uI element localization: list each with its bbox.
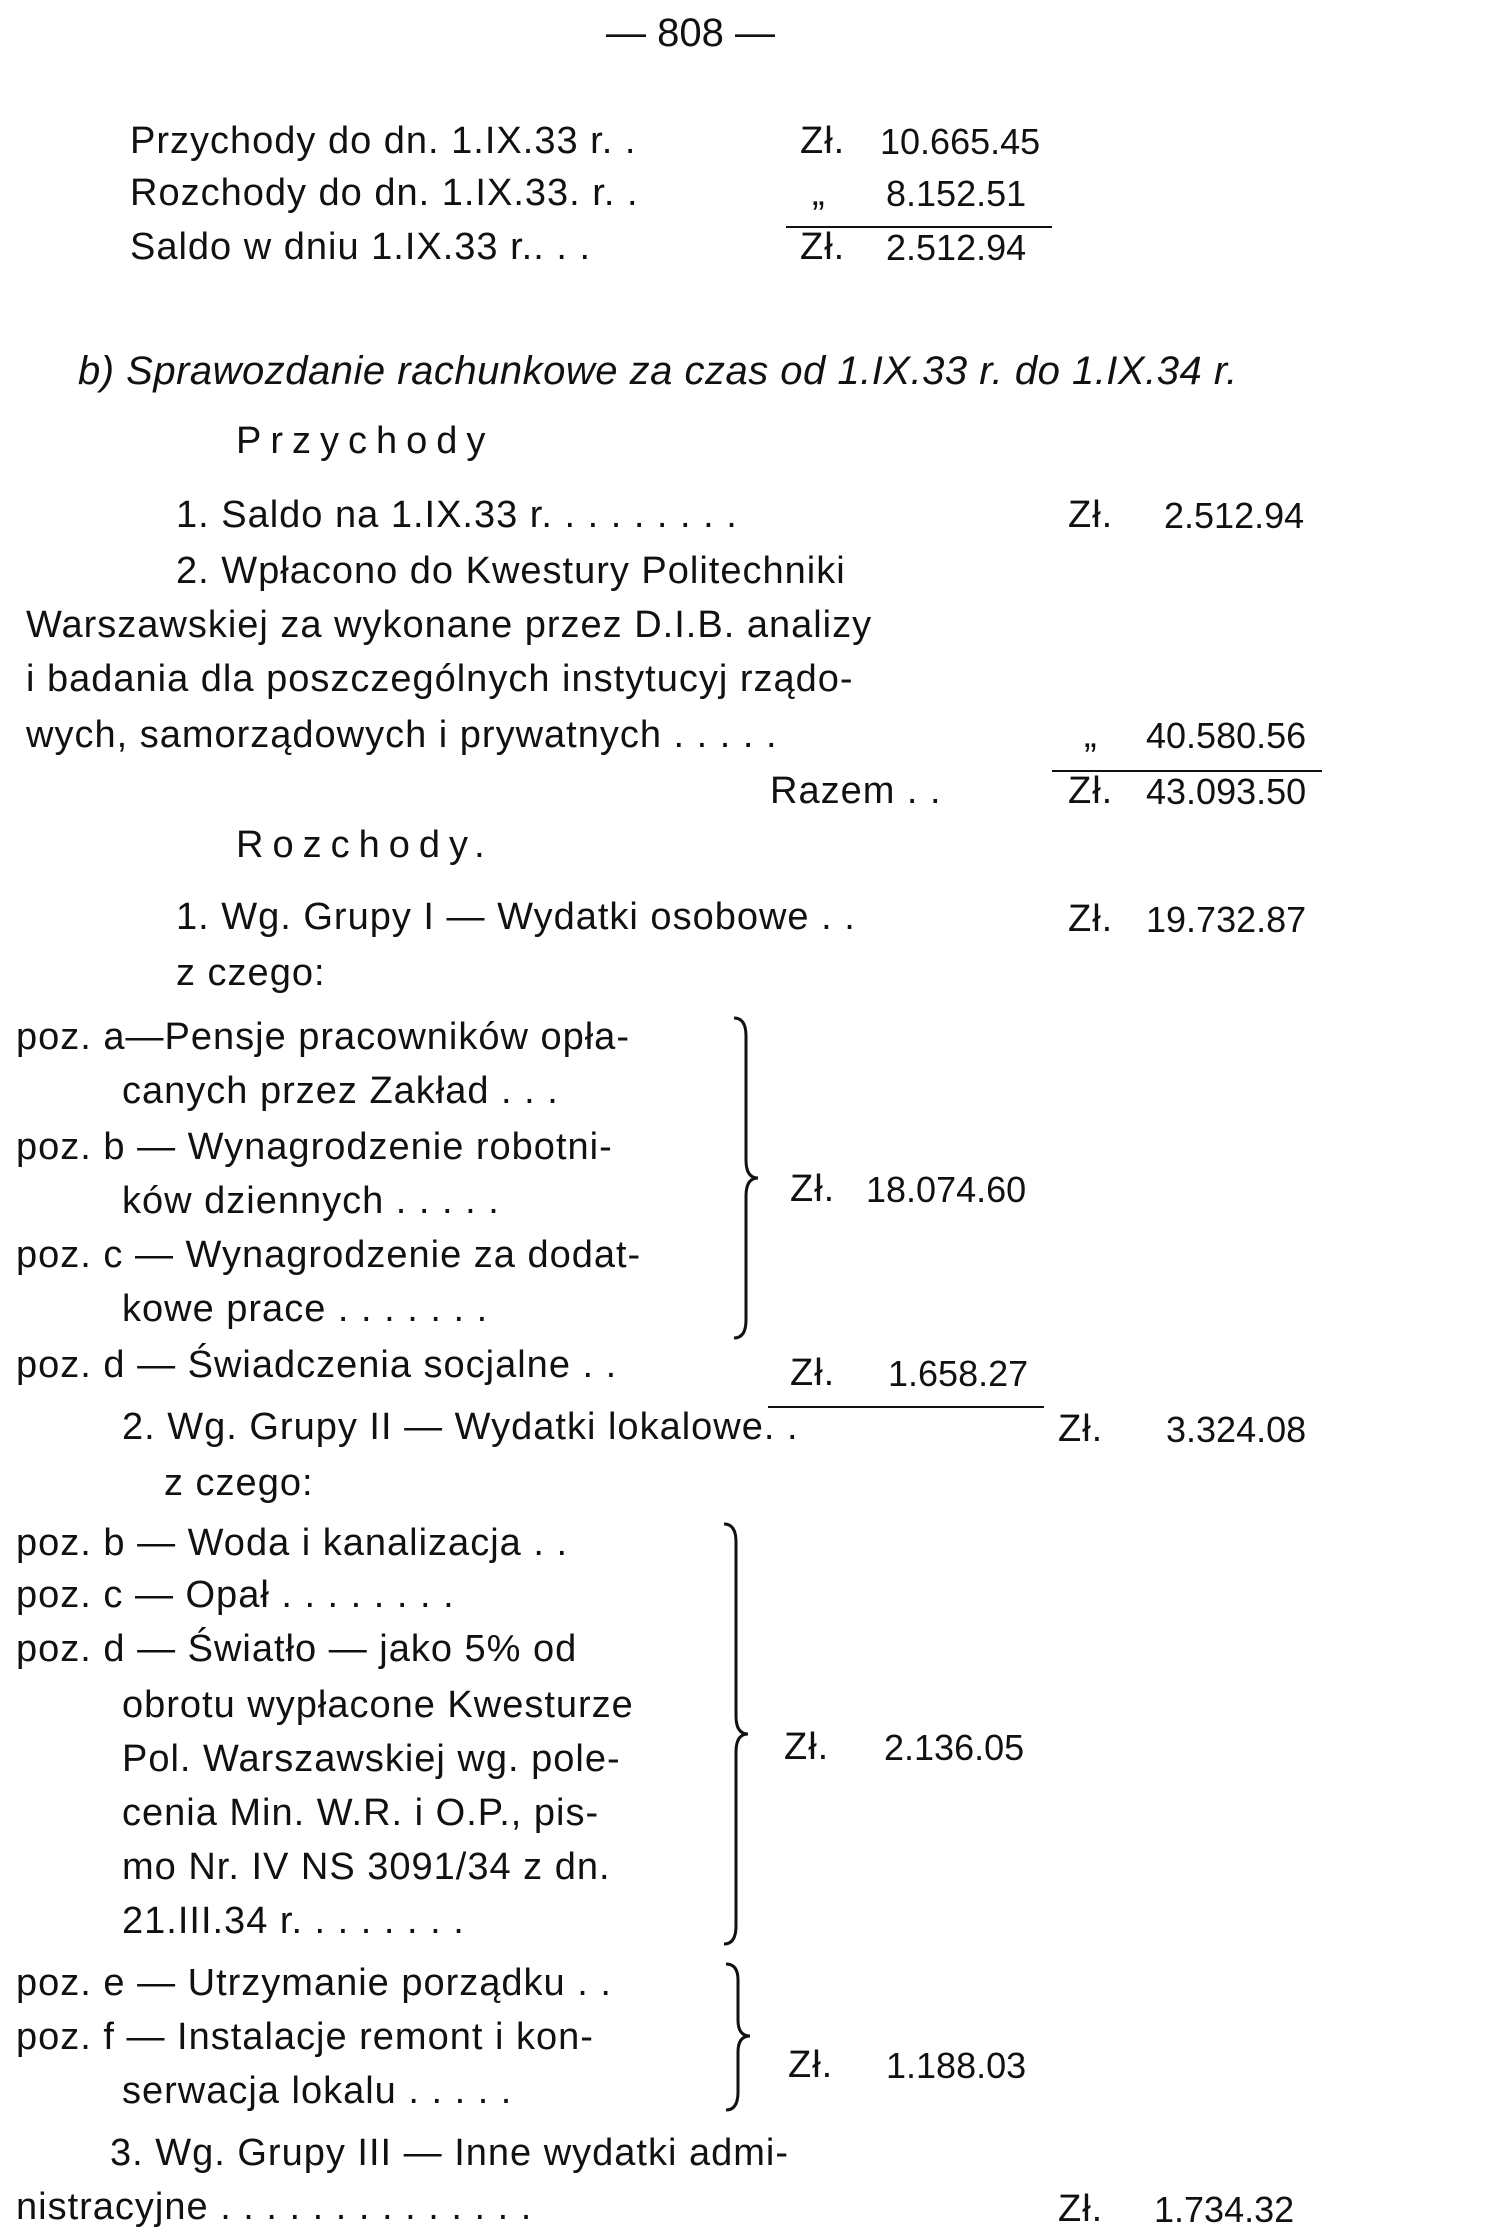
- przychody-line: 1. Saldo na 1.IX.33 r. . . . . . . . .: [176, 494, 738, 536]
- right-brace: [722, 1522, 752, 1946]
- group2-bracket-line: mo Nr. IV NS 3091/34 z dn.: [122, 1846, 611, 1888]
- przychody-line: wych, samorządowych i prywatnych . . . . .: [26, 714, 778, 756]
- intro-row-currency: Zł.: [800, 120, 846, 162]
- group2-bracket2-currency: Zł.: [788, 2044, 834, 2086]
- group2-bracket1-currency: Zł.: [784, 1726, 830, 1768]
- intro-row-currency: „: [812, 172, 826, 214]
- intro-row-amount: 2.512.94: [886, 227, 1027, 268]
- razem-currency: Zł.: [1068, 770, 1114, 812]
- group2-line: 2. Wg. Grupy II — Wydatki lokalowe. .: [122, 1406, 799, 1448]
- group2-bracket-line: obrotu wypłacone Kwesturze: [122, 1684, 634, 1726]
- group2-bracket-line: poz. b — Woda i kanalizacja . .: [16, 1522, 568, 1564]
- group1-bracket-line: kowe prace . . . . . . .: [122, 1288, 489, 1330]
- group2-amount: 3.324.08: [1166, 1409, 1307, 1450]
- razem-label: Razem . .: [770, 770, 942, 812]
- group2-bracket-line: poz. d — Światło — jako 5% od: [16, 1628, 578, 1670]
- group3-amount: 1.734.32: [1154, 2189, 1295, 2230]
- przychody-line: 2. Wpłacono do Kwestury Politechniki: [176, 550, 846, 592]
- group1-bracket-line: canych przez Zakład . . .: [122, 1070, 559, 1112]
- przychody-amount: 2.512.94: [1164, 495, 1305, 536]
- group1-bracket-line: poz. c — Wynagrodzenie za dodat-: [16, 1234, 642, 1276]
- przychody-line: i badania dla poszczególnych instytucyj rządo-: [26, 658, 854, 700]
- group2-bracket1-amount: 2.136.05: [884, 1727, 1025, 1768]
- group1-bracket-currency: Zł.: [790, 1168, 836, 1210]
- group3-line: 3. Wg. Grupy III — Inne wydatki admi-: [110, 2132, 789, 2174]
- right-brace: [724, 1962, 754, 2112]
- group3-currency: Zł.: [1058, 2188, 1104, 2230]
- group1-d-amount: 1.658.27: [888, 1353, 1029, 1394]
- group1-bracket-line: ków dziennych . . . . .: [122, 1180, 500, 1222]
- right-brace: [732, 1016, 762, 1340]
- group3-line: nistracyjne . . . . . . . . . . . . . .: [16, 2186, 533, 2228]
- intro-row-label: Saldo w dniu 1.IX.33 r.. . .: [130, 226, 592, 268]
- intro-row-amount: 10.665.45: [880, 121, 1041, 162]
- intro-row-currency: Zł.: [800, 226, 846, 268]
- intro-row-amount: 8.152.51: [886, 173, 1027, 214]
- group2-bracket-line: poz. c — Opał . . . . . . . .: [16, 1574, 455, 1616]
- z-czego-label: z czego:: [176, 952, 326, 994]
- group1-d-currency: Zł.: [790, 1352, 836, 1394]
- group1-line: 1. Wg. Grupy I — Wydatki osobowe . .: [176, 896, 856, 938]
- group1-amount: 19.732.87: [1146, 899, 1307, 940]
- przychody-title: Przychody: [236, 420, 495, 462]
- group1-bracket-line: poz. a—Pensje pracowników opła-: [16, 1016, 630, 1058]
- przychody-currency: „: [1084, 714, 1098, 756]
- sum-rule: [768, 1406, 1044, 1408]
- section-heading: b) Sprawozdanie rachunkowe za czas od 1.IX.33 r. do 1.IX.34 r.: [78, 349, 1238, 393]
- page-number: — 808 —: [606, 11, 775, 55]
- group1-bracket-amount: 18.074.60: [866, 1169, 1027, 1210]
- przychody-currency: Zł.: [1068, 494, 1114, 536]
- group2-bracket-line: 21.III.34 r. . . . . . . .: [122, 1900, 465, 1942]
- group1-d-line: poz. d — Świadczenia socjalne . .: [16, 1344, 618, 1386]
- group2-bracket-line: cenia Min. W.R. i O.P., pis-: [122, 1792, 600, 1834]
- group2-bracket-line: serwacja lokalu . . . . .: [122, 2070, 513, 2112]
- przychody-line: Warszawskiej za wykonane przez D.I.B. analizy: [26, 604, 873, 646]
- rozchody-title: Rozchody.: [236, 824, 494, 866]
- group2-bracket2-amount: 1.188.03: [886, 2045, 1027, 2086]
- group2-bracket-line: poz. e — Utrzymanie porządku . .: [16, 1962, 612, 2004]
- razem-amount: 43.093.50: [1146, 771, 1307, 812]
- przychody-amount: 40.580.56: [1146, 715, 1307, 756]
- group2-bracket-line: poz. f — Instalacje remont i kon-: [16, 2016, 594, 2058]
- group2-currency: Zł.: [1058, 1408, 1104, 1450]
- group1-currency: Zł.: [1068, 898, 1114, 940]
- group1-bracket-line: poz. b — Wynagrodzenie robotni-: [16, 1126, 613, 1168]
- z-czego-label: z czego:: [164, 1462, 314, 1504]
- intro-row-label: Przychody do dn. 1.IX.33 r. .: [130, 120, 637, 162]
- group2-bracket-line: Pol. Warszawskiej wg. pole-: [122, 1738, 621, 1780]
- intro-row-label: Rozchody do dn. 1.IX.33. r. .: [130, 172, 639, 214]
